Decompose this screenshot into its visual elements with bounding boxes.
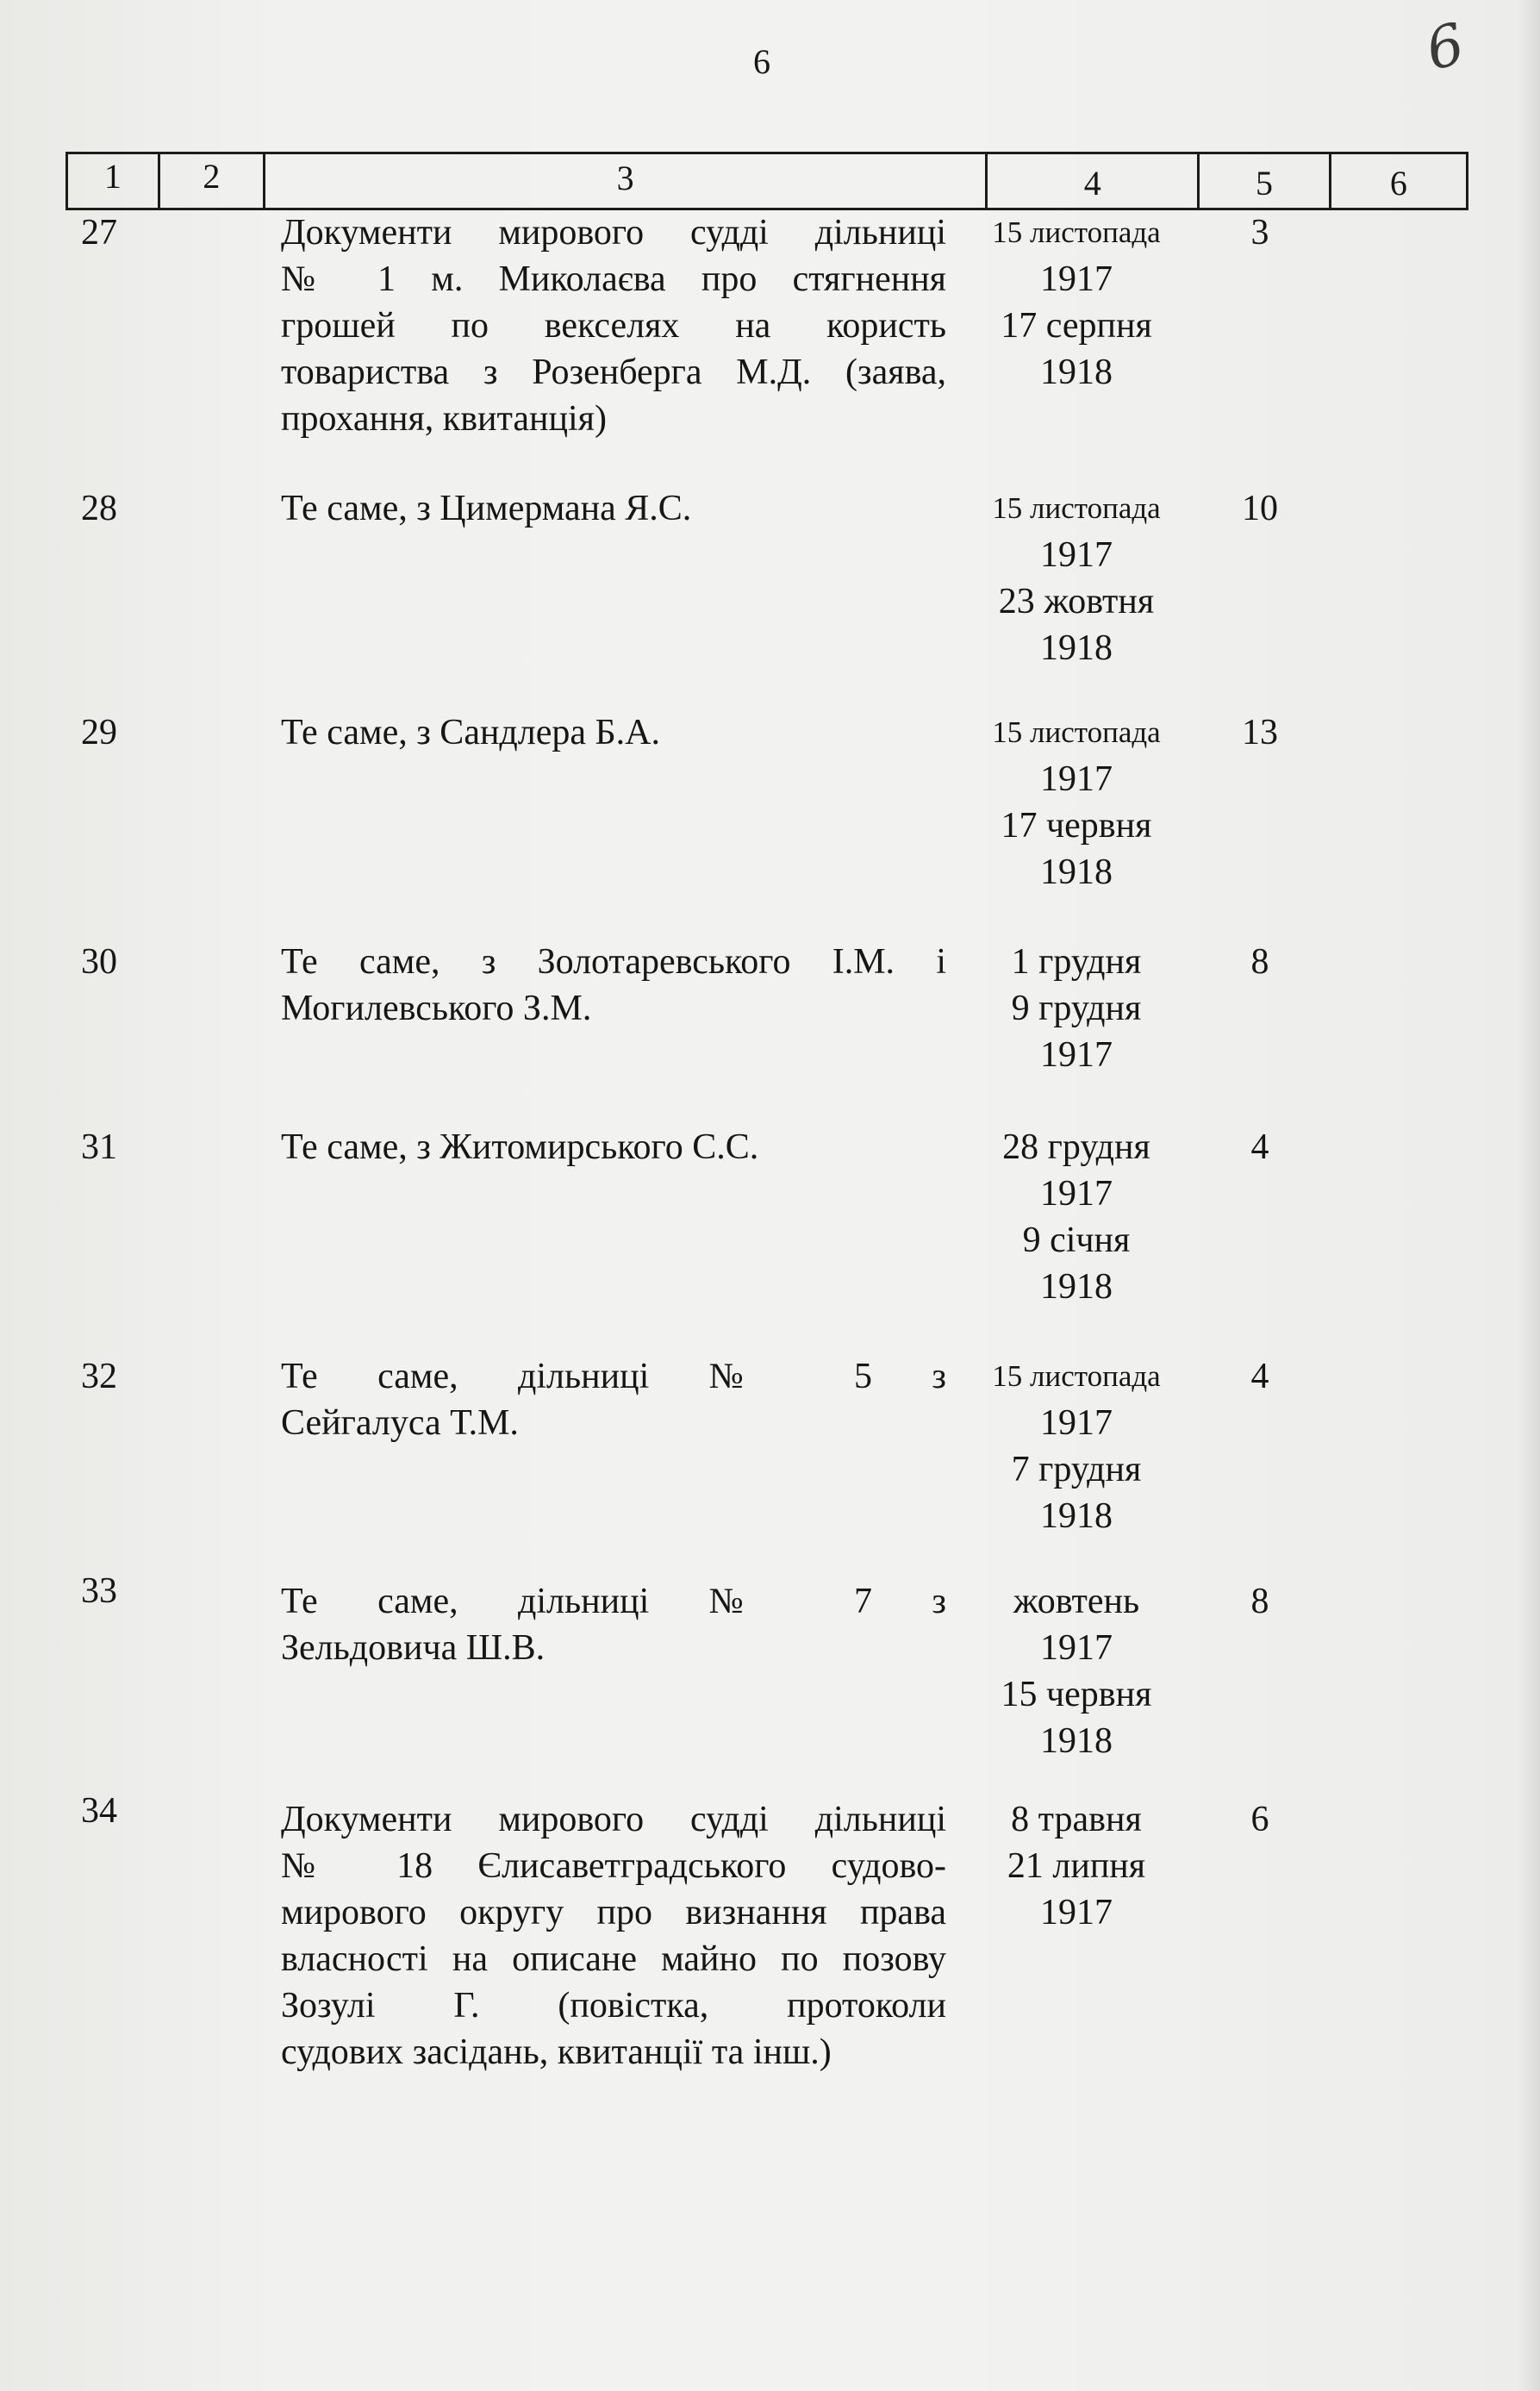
date-line: 15 листопада: [992, 715, 1161, 749]
description-line: Сейгалуса Т.М.: [281, 1403, 519, 1443]
date-line: 1918: [1040, 1267, 1113, 1307]
date-line: 1918: [1040, 852, 1113, 892]
entry-number: 28: [81, 489, 117, 528]
description-line: Зозулі Г. (повістка, протоколи: [281, 1986, 946, 2026]
date-line: 1918: [1040, 1721, 1113, 1761]
date-line: 9 грудня: [1011, 989, 1142, 1028]
handwritten-page-number: 6: [1419, 10, 1471, 84]
description-line: Документи мирового судді дільниці: [281, 213, 946, 253]
entry-number: 32: [81, 1357, 117, 1396]
page-number: 6: [753, 42, 770, 81]
date-line: жовтень: [1013, 1582, 1140, 1621]
entry-description: [281, 485, 946, 532]
entry-number: 30: [81, 942, 117, 982]
entry-number: 27: [81, 213, 117, 253]
entry-dates: [963, 1568, 1189, 1764]
entry-description: [281, 1568, 946, 1671]
description-line: Те саме, дільниці № 5 з: [281, 1357, 946, 1396]
date-line: 9 січня: [1022, 1220, 1131, 1260]
entry-dates: [963, 1788, 1189, 1936]
description-line: Те саме, з Сандлера Б.А.: [281, 713, 660, 752]
entry-sheet-count: 8: [1250, 942, 1269, 982]
entry-dates: [963, 209, 1189, 396]
description-line: мирового округу про визнання права: [281, 1893, 946, 1932]
description-line: Могилевського З.М.: [281, 989, 592, 1028]
date-line: 7 грудня: [1011, 1450, 1142, 1489]
date-line: 8 травня: [1011, 1800, 1142, 1839]
entry-sheet-count: 4: [1250, 1357, 1269, 1396]
date-line: 1917: [1040, 259, 1113, 299]
date-line: 23 жовтня: [998, 582, 1155, 621]
date-line: 1917: [1040, 1174, 1113, 1214]
date-line: 28 грудня: [1002, 1127, 1150, 1167]
entry-number: 29: [81, 713, 117, 752]
column-header-2: 2: [160, 154, 265, 208]
date-line: 1918: [1040, 628, 1113, 668]
entry-sheet-count: 4: [1250, 1127, 1269, 1167]
description-line: Зельдовича Ш.В.: [281, 1628, 546, 1668]
description-line: № 1 м. Миколаєва про стягнення: [281, 259, 946, 299]
description-line: Те саме, дільниці № 7 з: [281, 1582, 946, 1621]
date-line: 1917: [1040, 1893, 1113, 1932]
description-line: Те саме, з Цимермана Я.С.: [281, 489, 692, 528]
date-line: 1917: [1040, 535, 1113, 575]
entry-description: [281, 709, 946, 756]
date-line: 1917: [1040, 1403, 1113, 1443]
entry-sheet-count: 3: [1250, 213, 1269, 253]
entry-description: [281, 939, 946, 1032]
entry-number: 31: [81, 1127, 117, 1167]
description-line: № 18 Єлисаветградського судово-: [281, 1846, 946, 1886]
entry-description: [281, 209, 946, 442]
entry-number: 33: [81, 1571, 117, 1611]
entry-number: 34: [81, 1791, 117, 1831]
date-line: 1917: [1040, 1628, 1113, 1668]
entry-description: [281, 1788, 946, 2076]
column-header-3: 3: [265, 154, 988, 208]
entry-dates: [963, 1124, 1189, 1310]
description-line: товариства з Розенберга М.Д. (заява,: [281, 353, 946, 392]
description-line: Документи мирового судді дільниці: [281, 1800, 946, 1839]
column-header-1: 1: [68, 154, 160, 208]
date-line: 15 червня: [1001, 1675, 1152, 1714]
date-line: 15 листопада: [992, 1359, 1161, 1393]
description-line: прохання, квитанція): [281, 399, 607, 439]
date-line: 1917: [1040, 1035, 1113, 1075]
column-header-6: 6: [1389, 164, 1407, 203]
table-header-row: [65, 152, 1468, 210]
description-line: Те саме, з Золотаревського І.М. і: [281, 942, 946, 982]
date-line: 17 червня: [1001, 806, 1152, 846]
date-line: 1 грудня: [1011, 942, 1142, 982]
entry-sheet-count: 6: [1250, 1800, 1269, 1839]
date-line: 1918: [1040, 1496, 1113, 1536]
column-header-4: 4: [988, 154, 1200, 208]
date-line: 17 серпня: [1001, 306, 1152, 346]
entry-sheet-count: 13: [1242, 713, 1278, 752]
column-header-5: 5: [1200, 154, 1331, 208]
description-line: Те саме, з Житомирського С.С.: [281, 1127, 759, 1167]
entry-description: [281, 1353, 946, 1446]
entry-dates: [963, 485, 1189, 671]
date-line: 1918: [1040, 353, 1113, 392]
date-line: 15 листопада: [992, 215, 1161, 249]
date-line: 21 липня: [1007, 1846, 1146, 1886]
description-line: судових засідань, квитанції та інш.): [281, 2032, 832, 2072]
entry-dates: [963, 709, 1189, 896]
description-line: грошей по векселях на користь: [281, 306, 946, 346]
date-line: 15 листопада: [992, 491, 1161, 525]
description-line: власності на описане майно по позову: [281, 1939, 946, 1979]
entry-dates: [963, 939, 1189, 1078]
entry-description: [281, 1124, 946, 1171]
date-line: 1917: [1040, 759, 1113, 799]
entry-dates: [963, 1353, 1189, 1539]
entry-sheet-count: 10: [1242, 489, 1278, 528]
entry-sheet-count: 8: [1250, 1582, 1269, 1621]
